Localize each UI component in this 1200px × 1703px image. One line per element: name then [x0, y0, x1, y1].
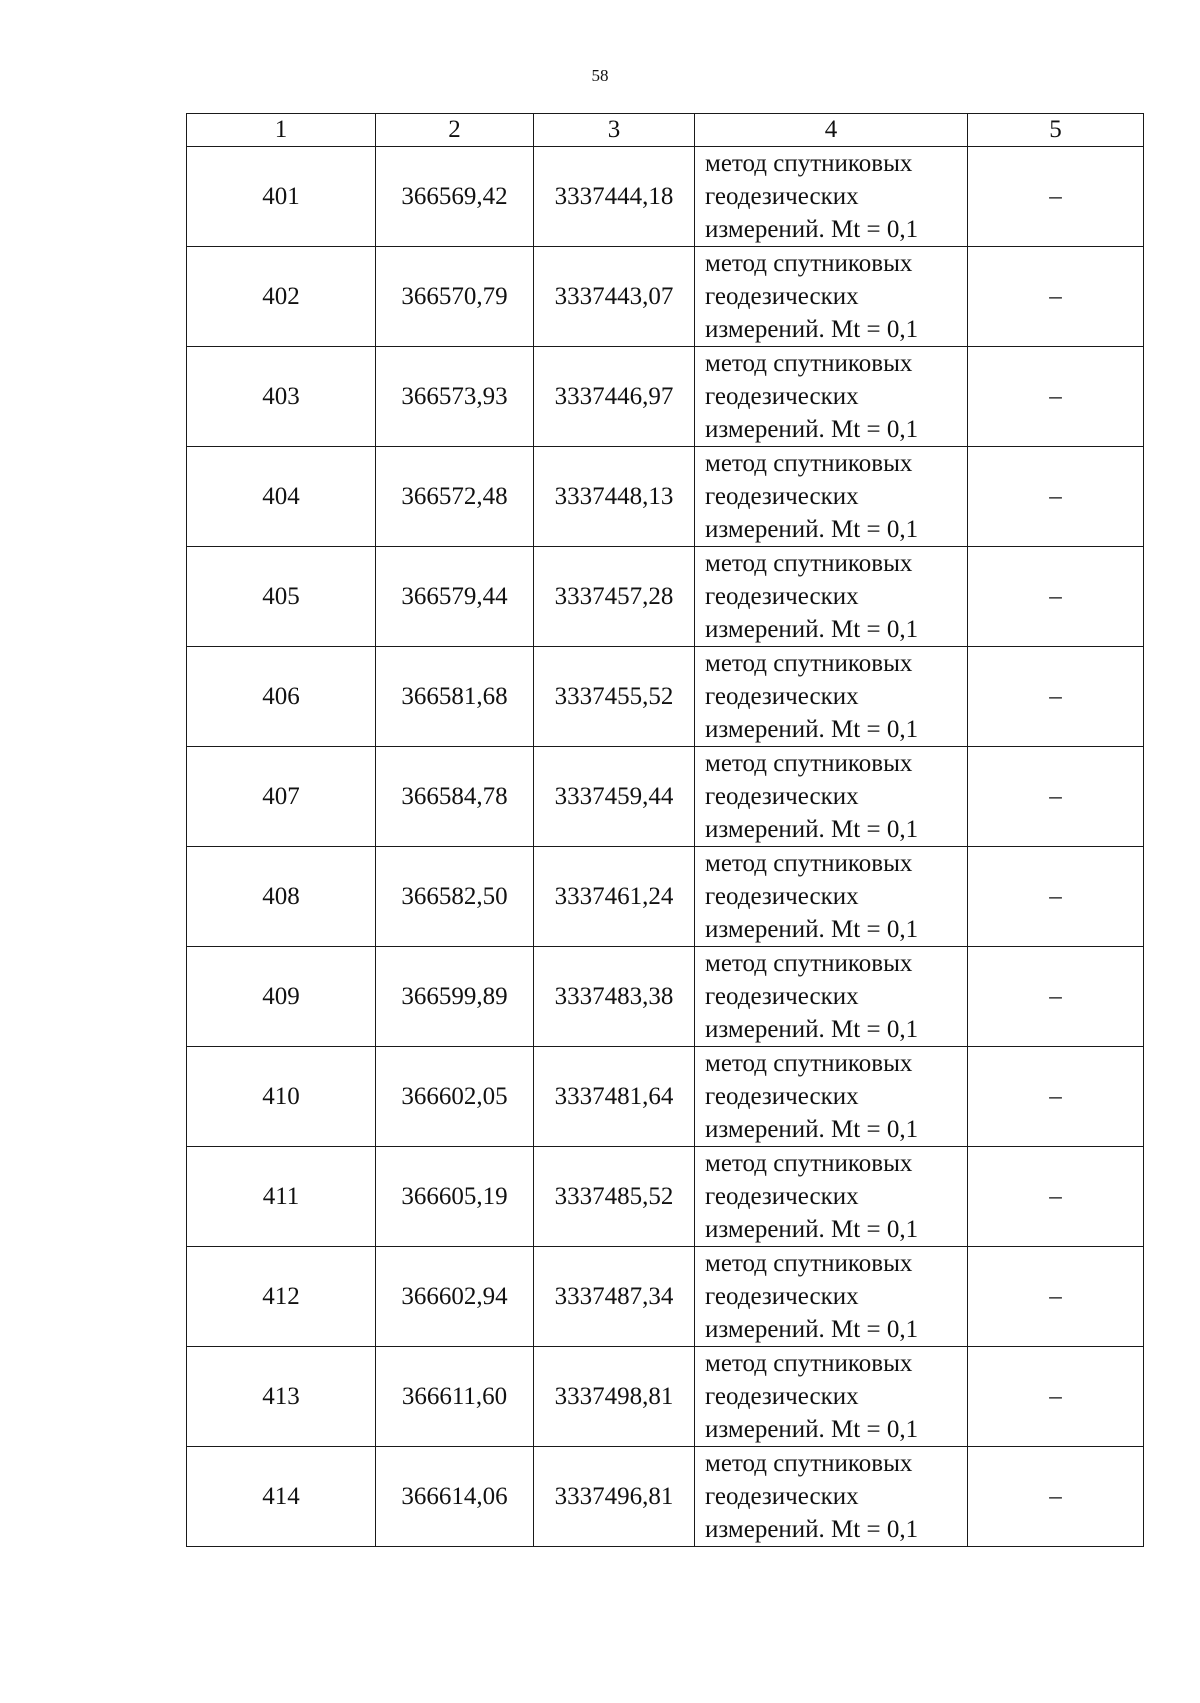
- table-row: [187, 1447, 1144, 1547]
- table-row: [187, 547, 1144, 647]
- method-line: геодезических: [705, 683, 859, 710]
- table-row: [187, 1347, 1144, 1447]
- y-coordinate-cell: 3337487,34: [534, 1247, 695, 1347]
- point-number-cell: 401: [187, 147, 376, 247]
- y-coordinate-cell: 3337455,52: [534, 647, 695, 747]
- y-coordinate-cell: 3337461,24: [534, 847, 695, 947]
- method-cell: [695, 1447, 968, 1547]
- note-cell: –: [968, 447, 1144, 547]
- y-coordinate-cell: 3337481,64: [534, 1047, 695, 1147]
- method-line: геодезических: [705, 1383, 859, 1410]
- method-cell: [695, 847, 968, 947]
- method-line: метод спутниковых: [705, 950, 913, 977]
- method-line: геодезических: [705, 1483, 859, 1510]
- method-line: метод спутниковых: [705, 1050, 913, 1077]
- point-number-cell: 408: [187, 847, 376, 947]
- method-line: геодезических: [705, 583, 859, 610]
- method-line: измерений. Mt = 0,1: [705, 716, 919, 743]
- method-line: измерений. Mt = 0,1: [705, 516, 919, 543]
- note-cell: –: [968, 1147, 1144, 1247]
- method-line: геодезических: [705, 483, 859, 510]
- point-number-cell: 411: [187, 1147, 376, 1247]
- method-line: геодезических: [705, 283, 859, 310]
- note-cell: –: [968, 547, 1144, 647]
- coordinates-table: [186, 113, 1144, 1547]
- method-line: метод спутниковых: [705, 1450, 913, 1477]
- note-cell: –: [968, 347, 1144, 447]
- point-number-cell: 414: [187, 1447, 376, 1547]
- point-number-cell: 409: [187, 947, 376, 1047]
- note-cell: –: [968, 847, 1144, 947]
- x-coordinate-cell: 366602,94: [376, 1247, 534, 1347]
- method-line: измерений. Mt = 0,1: [705, 1016, 919, 1043]
- method-line: метод спутниковых: [705, 350, 913, 377]
- y-coordinate-cell: 3337498,81: [534, 1347, 695, 1447]
- method-line: метод спутниковых: [705, 850, 913, 877]
- point-number-cell: 403: [187, 347, 376, 447]
- point-number-cell: 410: [187, 1047, 376, 1147]
- method-line: метод спутниковых: [705, 550, 913, 577]
- x-coordinate-cell: 366605,19: [376, 1147, 534, 1247]
- note-cell: –: [968, 1347, 1144, 1447]
- x-coordinate-cell: 366573,93: [376, 347, 534, 447]
- header-row: [187, 114, 1144, 147]
- method-line: геодезических: [705, 1283, 859, 1310]
- y-coordinate-cell: 3337444,18: [534, 147, 695, 247]
- method-line: измерений. Mt = 0,1: [705, 1516, 919, 1543]
- method-line: измерений. Mt = 0,1: [705, 616, 919, 643]
- note-cell: –: [968, 247, 1144, 347]
- method-cell: [695, 247, 968, 347]
- y-coordinate-cell: 3337446,97: [534, 347, 695, 447]
- method-line: измерений. Mt = 0,1: [705, 1416, 919, 1443]
- note-cell: –: [968, 1047, 1144, 1147]
- x-coordinate-cell: 366569,42: [376, 147, 534, 247]
- header-col-3: 3: [534, 114, 695, 147]
- table-row: [187, 1047, 1144, 1147]
- point-number-cell: 407: [187, 747, 376, 847]
- method-cell: [695, 1047, 968, 1147]
- note-cell: –: [968, 747, 1144, 847]
- method-line: измерений. Mt = 0,1: [705, 416, 919, 443]
- x-coordinate-cell: 366579,44: [376, 547, 534, 647]
- table-row: [187, 447, 1144, 547]
- method-line: метод спутниковых: [705, 650, 913, 677]
- x-coordinate-cell: 366614,06: [376, 1447, 534, 1547]
- method-cell: [695, 1347, 968, 1447]
- note-cell: –: [968, 647, 1144, 747]
- x-coordinate-cell: 366582,50: [376, 847, 534, 947]
- x-coordinate-cell: 366584,78: [376, 747, 534, 847]
- point-number-cell: 413: [187, 1347, 376, 1447]
- table-row: [187, 347, 1144, 447]
- note-cell: –: [968, 1447, 1144, 1547]
- y-coordinate-cell: 3337485,52: [534, 1147, 695, 1247]
- point-number-cell: 412: [187, 1247, 376, 1347]
- header-col-1: 1: [187, 114, 376, 147]
- method-cell: [695, 1147, 968, 1247]
- method-line: измерений. Mt = 0,1: [705, 1316, 919, 1343]
- table-header: [187, 114, 1144, 147]
- method-cell: [695, 547, 968, 647]
- method-line: геодезических: [705, 1083, 859, 1110]
- method-cell: [695, 347, 968, 447]
- x-coordinate-cell: 366602,05: [376, 1047, 534, 1147]
- method-cell: [695, 647, 968, 747]
- x-coordinate-cell: 366581,68: [376, 647, 534, 747]
- table-row: [187, 147, 1144, 247]
- method-line: метод спутниковых: [705, 150, 913, 177]
- table-row: [187, 647, 1144, 747]
- method-line: геодезических: [705, 883, 859, 910]
- method-line: измерений. Mt = 0,1: [705, 316, 919, 343]
- x-coordinate-cell: 366570,79: [376, 247, 534, 347]
- method-line: геодезических: [705, 983, 859, 1010]
- table-row: [187, 847, 1144, 947]
- y-coordinate-cell: 3337483,38: [534, 947, 695, 1047]
- method-line: геодезических: [705, 783, 859, 810]
- table-row: [187, 947, 1144, 1047]
- note-cell: –: [968, 1247, 1144, 1347]
- point-number-cell: 404: [187, 447, 376, 547]
- method-line: геодезических: [705, 183, 859, 210]
- table-row: [187, 747, 1144, 847]
- y-coordinate-cell: 3337496,81: [534, 1447, 695, 1547]
- method-line: метод спутниковых: [705, 1150, 913, 1177]
- table-row: [187, 1147, 1144, 1247]
- method-cell: [695, 1247, 968, 1347]
- method-cell: [695, 747, 968, 847]
- method-line: метод спутниковых: [705, 1250, 913, 1277]
- x-coordinate-cell: 366611,60: [376, 1347, 534, 1447]
- method-line: метод спутниковых: [705, 450, 913, 477]
- page-number: 58: [591, 66, 609, 85]
- header-col-5: 5: [968, 114, 1144, 147]
- method-cell: [695, 147, 968, 247]
- method-line: метод спутниковых: [705, 250, 913, 277]
- method-line: геодезических: [705, 1183, 859, 1210]
- table-body: [187, 147, 1144, 1547]
- note-cell: –: [968, 947, 1144, 1047]
- y-coordinate-cell: 3337459,44: [534, 747, 695, 847]
- method-line: геодезических: [705, 383, 859, 410]
- y-coordinate-cell: 3337448,13: [534, 447, 695, 547]
- method-cell: [695, 447, 968, 547]
- header-col-4: 4: [695, 114, 968, 147]
- x-coordinate-cell: 366572,48: [376, 447, 534, 547]
- point-number-cell: 406: [187, 647, 376, 747]
- method-line: метод спутниковых: [705, 750, 913, 777]
- method-line: измерений. Mt = 0,1: [705, 916, 919, 943]
- y-coordinate-cell: 3337443,07: [534, 247, 695, 347]
- method-line: измерений. Mt = 0,1: [705, 1116, 919, 1143]
- method-cell: [695, 947, 968, 1047]
- method-line: метод спутниковых: [705, 1350, 913, 1377]
- header-col-2: 2: [376, 114, 534, 147]
- table-row: [187, 247, 1144, 347]
- y-coordinate-cell: 3337457,28: [534, 547, 695, 647]
- method-line: измерений. Mt = 0,1: [705, 816, 919, 843]
- x-coordinate-cell: 366599,89: [376, 947, 534, 1047]
- method-line: измерений. Mt = 0,1: [705, 1216, 919, 1243]
- method-line: измерений. Mt = 0,1: [705, 216, 919, 243]
- table-row: [187, 1247, 1144, 1347]
- point-number-cell: 402: [187, 247, 376, 347]
- point-number-cell: 405: [187, 547, 376, 647]
- note-cell: –: [968, 147, 1144, 247]
